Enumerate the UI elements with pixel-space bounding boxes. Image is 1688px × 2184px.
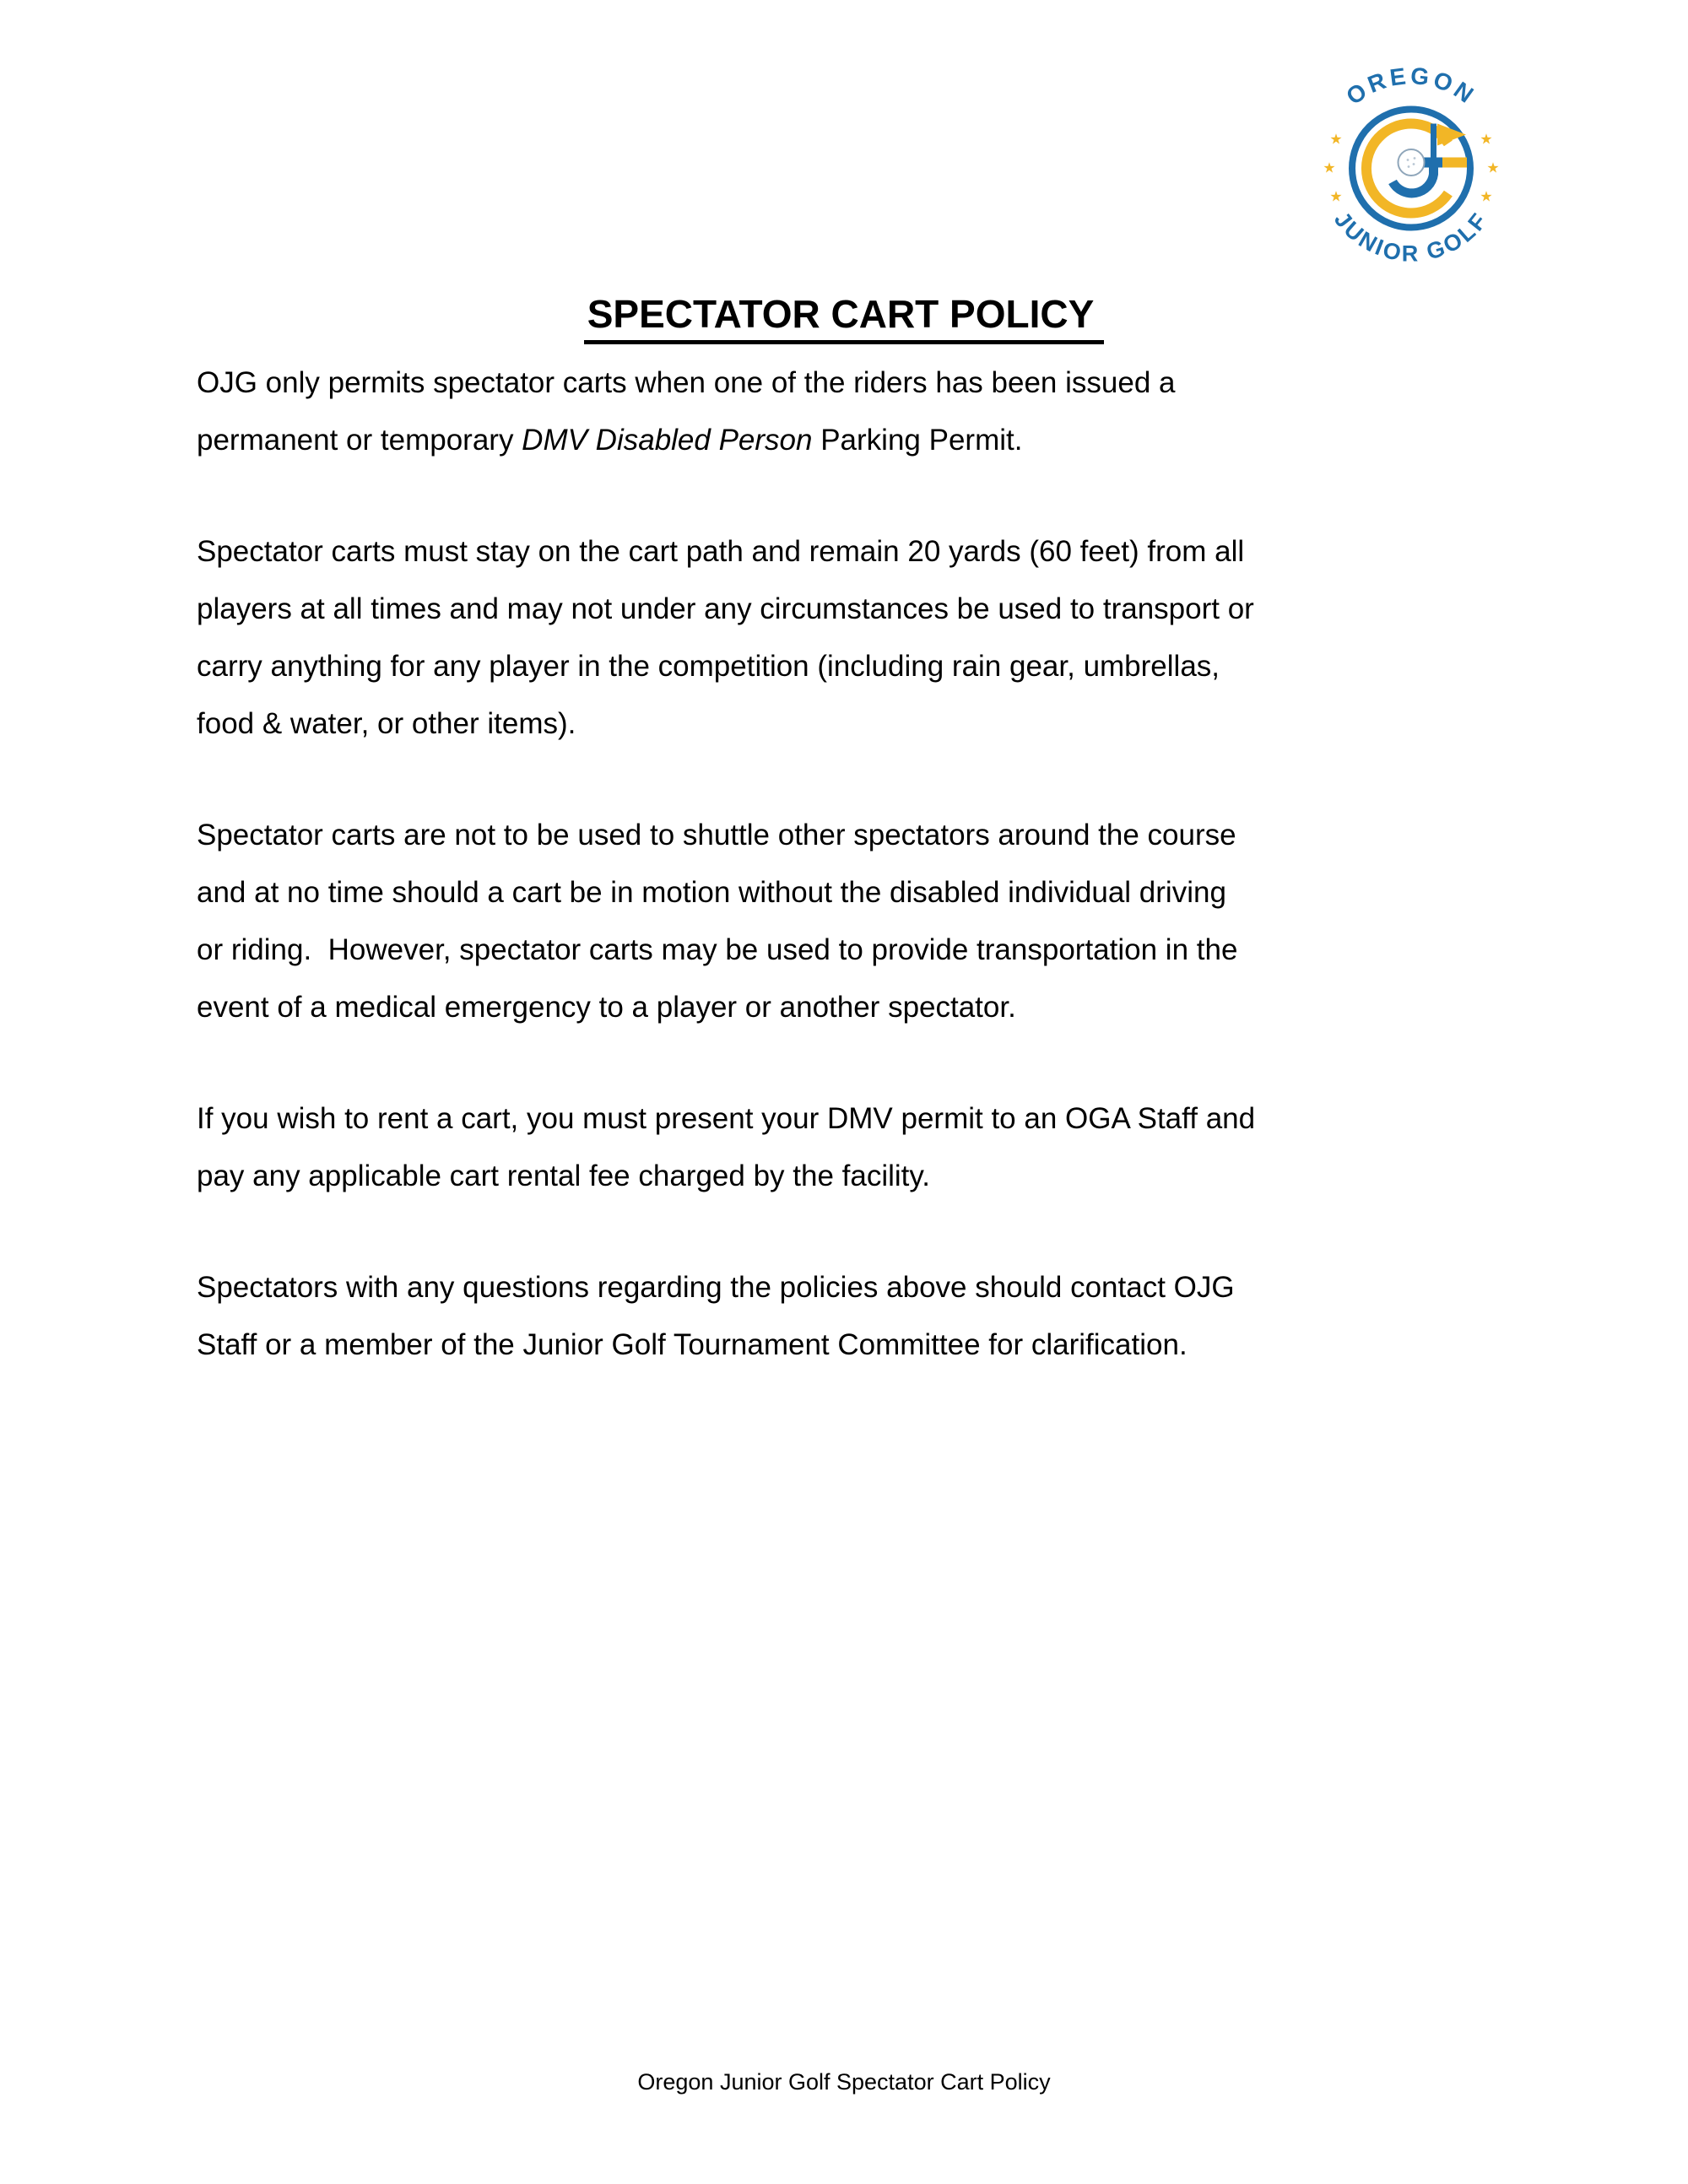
logo-bottom-arc-text: JUNIOR GOLF — [1328, 207, 1494, 267]
text-line: or riding. However, spectator carts may be used to provide transportation in the — [197, 933, 1238, 966]
page-title — [0, 293, 1688, 335]
oregon-junior-golf-logo — [1304, 49, 1515, 275]
text-run: permanent or temporary — [197, 424, 522, 457]
text-line: Staff or a member of the Junior Golf Tournament Committee for clarification. — [197, 1328, 1188, 1361]
paragraph-1 — [197, 354, 1530, 469]
star-icon: ★ — [1486, 159, 1500, 177]
footer-text: Oregon Junior Golf Spectator Cart Policy — [637, 2069, 1051, 2095]
text-run-italic: DMV Disabled Person — [522, 424, 813, 457]
text-line: OJG only permits spectator carts when one of the riders has been issued a — [197, 366, 1176, 399]
star-icon: ★ — [1480, 188, 1493, 206]
text-line: Spectator carts are not to be used to shuttle other spectators around the course — [197, 819, 1236, 851]
page-title-text: SPECTATOR CART POLICY — [584, 292, 1105, 344]
text-line: Spectator carts must stay on the cart path and remain 20 yards (60 feet) from all — [197, 535, 1245, 568]
text-line: If you wish to rent a cart, you must present your DMV permit to an OGA Staff and — [197, 1102, 1256, 1135]
text-line: event of a medical emergency to a player or another spectator. — [197, 991, 1016, 1024]
flagstick-icon — [1431, 124, 1436, 159]
golf-ball-icon — [1399, 149, 1425, 176]
text-line: and at no time should a cart be in motion without the disabled individual driving — [197, 876, 1226, 909]
text-run: Parking Permit. — [812, 424, 1023, 457]
star-icon: ★ — [1323, 159, 1336, 177]
paragraph-5 — [197, 1259, 1530, 1374]
text-line — [197, 424, 1022, 457]
paragraph-2 — [197, 523, 1530, 753]
document-body — [197, 354, 1530, 1428]
text-line: pay any applicable cart rental fee charged by the facility. — [197, 1160, 931, 1192]
logo-graphic — [1304, 49, 1515, 275]
paragraph-4 — [197, 1090, 1530, 1205]
star-icon: ★ — [1329, 188, 1343, 206]
text-line: carry anything for any player in the competition (including rain gear, umbrellas, — [197, 650, 1220, 683]
text-line: players at all times and may not under any circumstances be used to transport or — [197, 592, 1254, 625]
text-line: food & water, or other items). — [197, 707, 576, 740]
paragraph-3 — [197, 807, 1530, 1036]
star-icon: ★ — [1329, 131, 1343, 149]
text-line: Spectators with any questions regarding the policies above should contact OJG — [197, 1271, 1235, 1304]
logo-top-arc-text: OREGON — [1341, 62, 1481, 111]
logo-g-crossbar-yellow — [1439, 158, 1467, 168]
star-icon: ★ — [1480, 131, 1493, 149]
